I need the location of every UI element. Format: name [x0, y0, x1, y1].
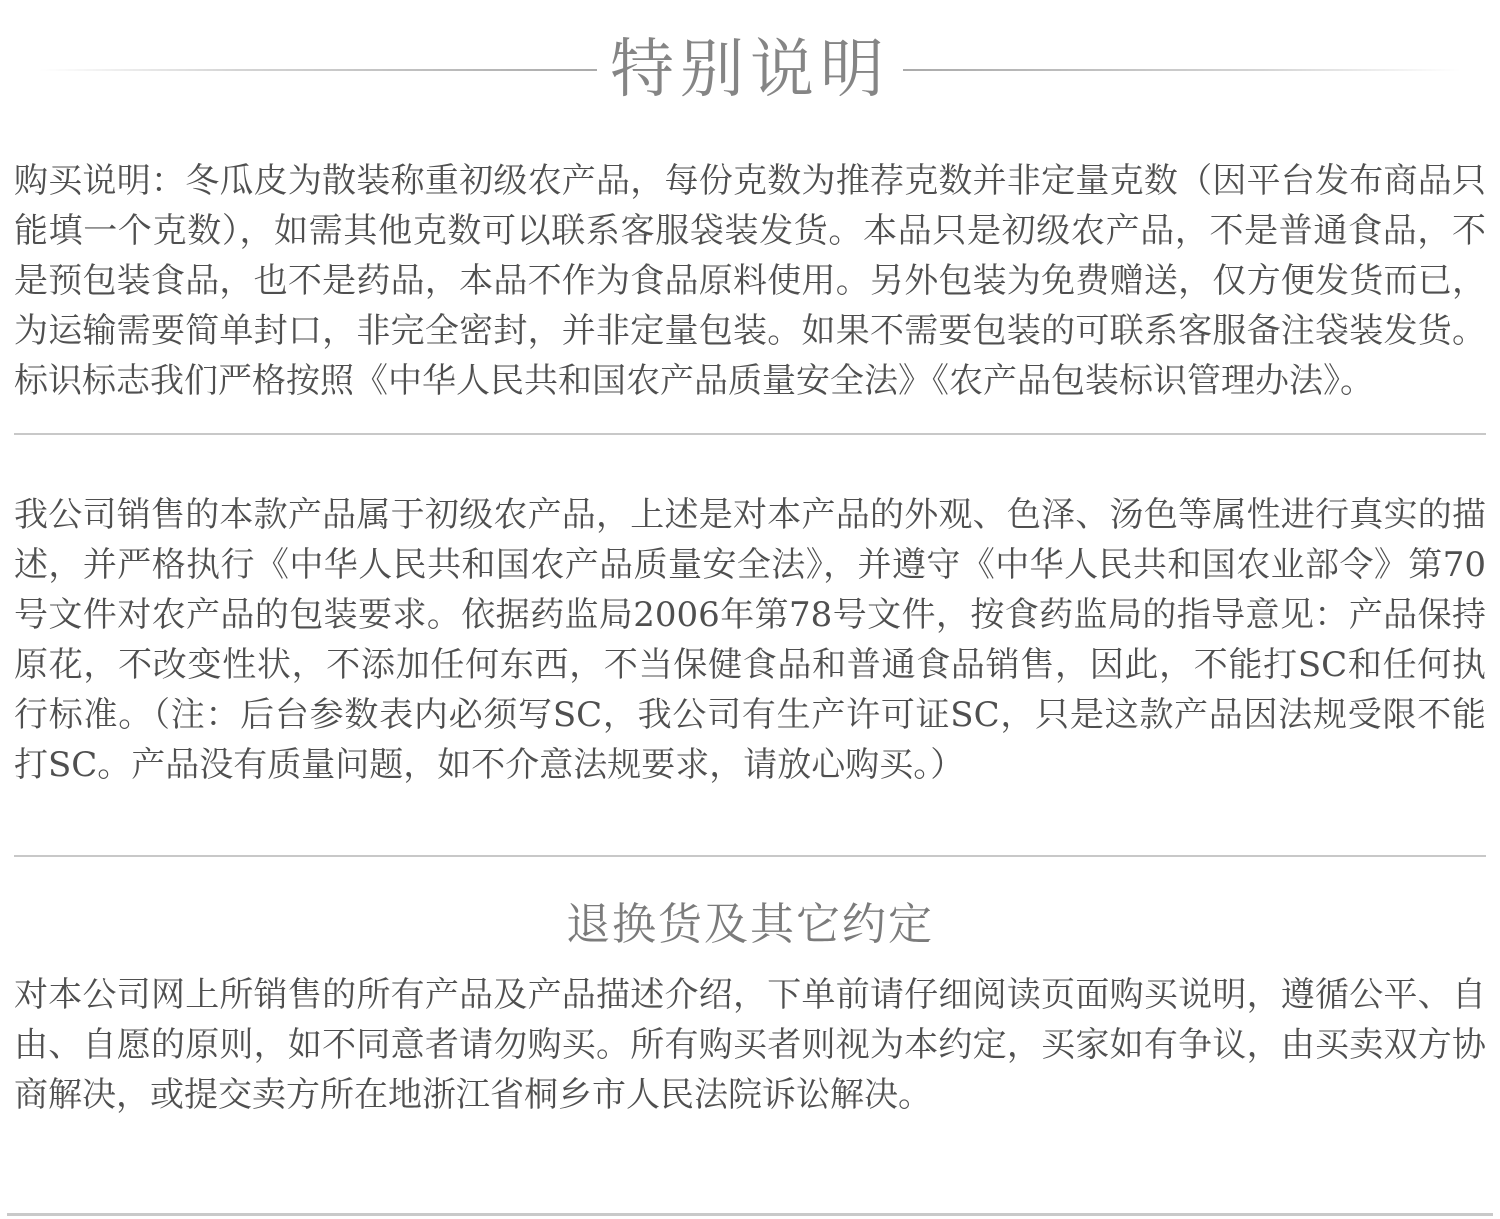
title-divider-right — [903, 69, 1461, 71]
title-divider-left — [39, 69, 597, 71]
page-title: 特别说明 — [610, 33, 890, 107]
returns-section-title: 退换货及其它约定 — [566, 899, 934, 950]
legal-note-paragraph: 我公司销售的本款产品属于初级农产品，上述是对本产品的外观、色泽、汤色等属性进行真实的描述，并严格执行《中华人民共和国农产品质量安全法》，并遵守《中华人民共和国农业部令》第70号文件对农产品的包装要求。依据药监局2006年第78号文件，按食药监局的指导意见：产品保持原花，不改变性状，不添加任何东西，不当保健食品和普通食品销售，因此，不能打SC和任何执行标准。（注：后台参数表内必须写SC，我公司有生产许可证SC，只是这款产品因法规受限不能打SC。产品没有质量问题，如不介意法规要求，请放心购买。） — [14, 495, 1486, 785]
returns-terms-paragraph: 对本公司网上所销售的所有产品及产品描述介绍，下单前请仔细阅读页面购买说明，遵循公平、自由、自愿的原则，如不同意者请勿购买。所有购买者则视为本约定，买家如有争议，由买卖双方协商解决，或提交卖方所在地浙江省桐乡市人民法院诉讼解决。 — [14, 975, 1486, 1115]
horizontal-divider — [14, 433, 1486, 435]
bottom-divider — [7, 1213, 1493, 1216]
horizontal-divider — [14, 855, 1486, 857]
section-title-row — [0, 34, 1500, 106]
purchase-note-paragraph: 购买说明：冬瓜皮为散装称重初级农产品，每份克数为推荐克数并非定量克数（因平台发布商品只能填一个克数），如需其他克数可以联系客服袋装发货。本品只是初级农产品，不是普通食品，不是预包装食品，也不是药品，本品不作为食品原料使用。另外包装为免费赠送，仅方便发货而已，为运输需要简单封口，非完全密封，并非定量包装。如果不需要包装的可联系客服备注袋装发货。标识标志我们严格按照《中华人民共和国农产品质量安全法》《农产品包装标识管理办法》。 — [14, 161, 1486, 401]
